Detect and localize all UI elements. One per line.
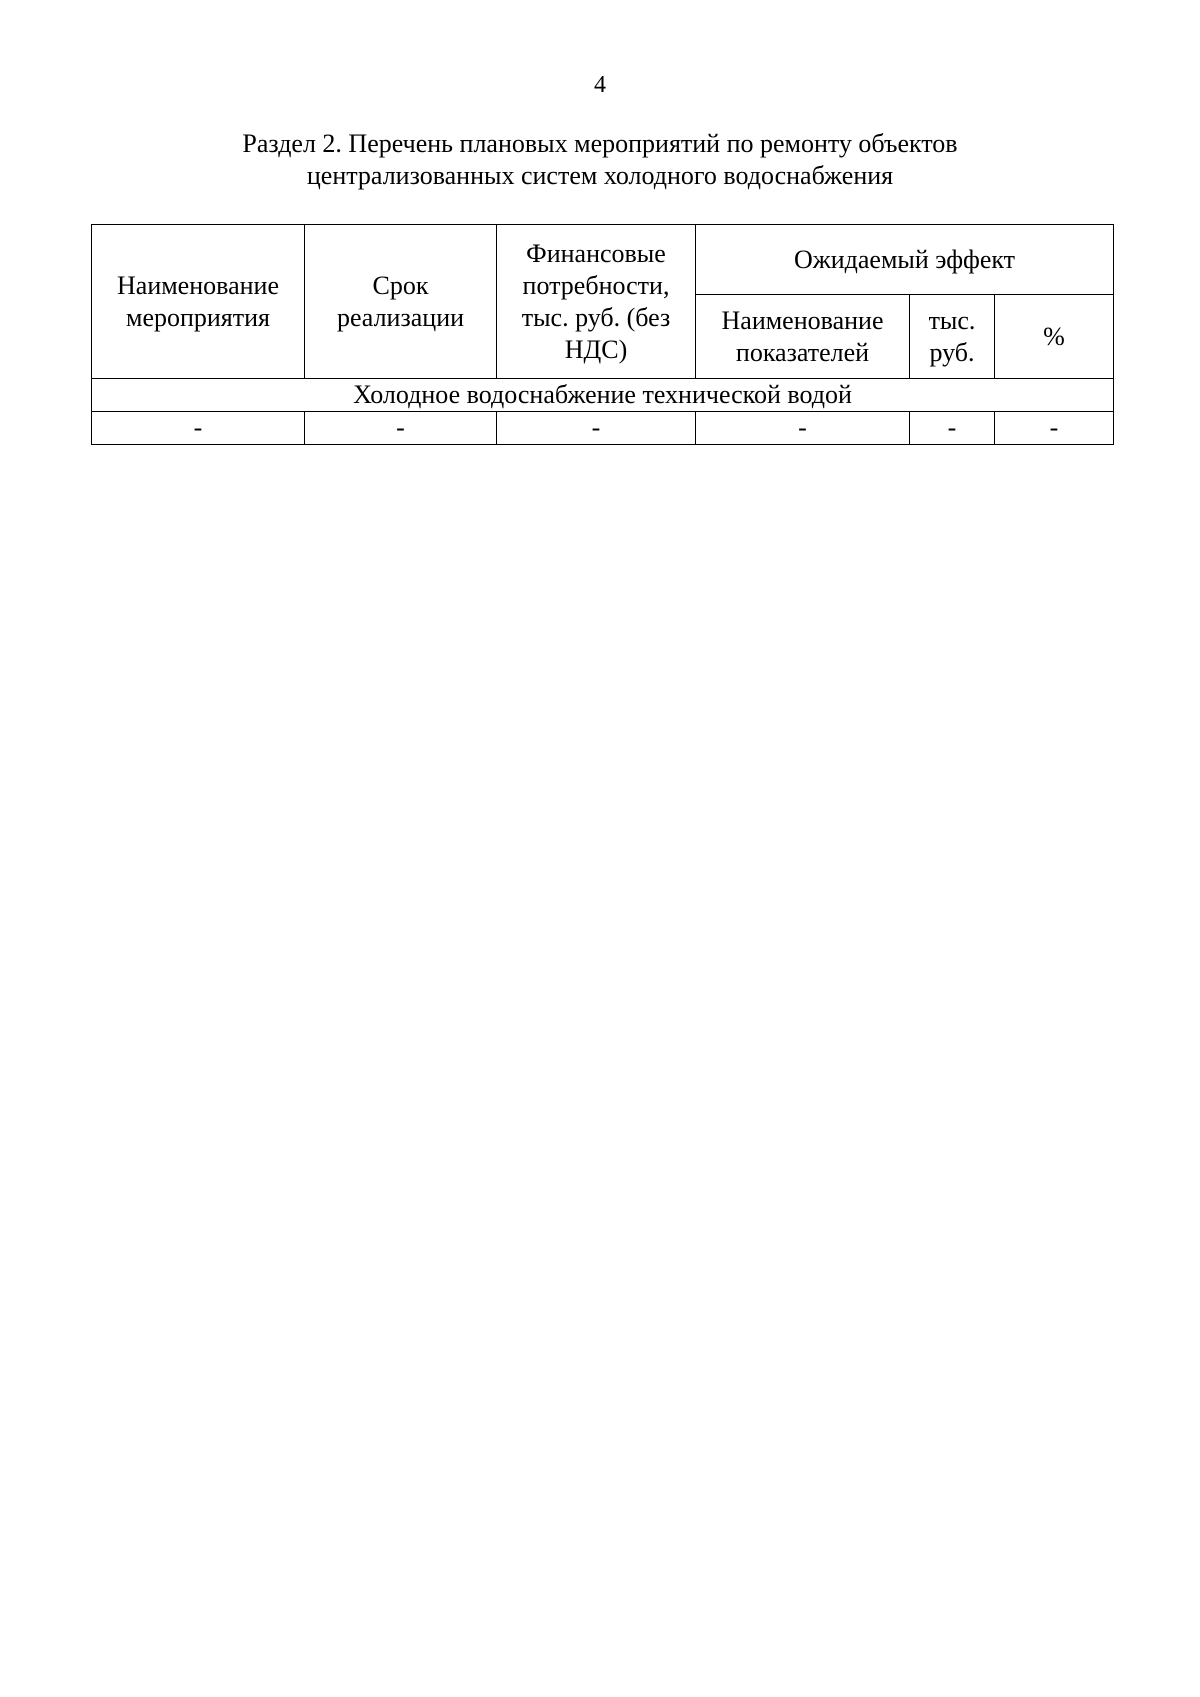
- table-cell: -: [995, 412, 1114, 445]
- table-cell: -: [305, 412, 497, 445]
- table-cell: -: [910, 412, 995, 445]
- header-measure-name: Наименование мероприятия: [92, 225, 305, 379]
- table-row: [92, 412, 1114, 445]
- header-expected-effect: Ожидаемый эффект: [696, 225, 1114, 295]
- header-effect-indicators: Наименование показателей: [696, 295, 910, 379]
- header-effect-pct: %: [995, 295, 1114, 379]
- table-cell: -: [497, 412, 696, 445]
- section-title: [150, 128, 1050, 192]
- header-finance: Финансовые потребности, тыс. руб. (без НДС): [497, 225, 696, 379]
- header-term: Срок реализации: [305, 225, 497, 379]
- group-row-technical-water: Холодное водоснабжение технической водой: [92, 379, 1114, 412]
- section-title-line-2: централизованных систем холодного водоснабжения: [306, 161, 894, 190]
- table-cell: -: [696, 412, 910, 445]
- header-effect-rub: тыс. руб.: [910, 295, 995, 379]
- plan-table: [91, 224, 1114, 445]
- section-title-line-1: Раздел 2. Перечень плановых мероприятий по ремонту объектов: [242, 129, 958, 158]
- page-number: 4: [594, 72, 606, 98]
- table-cell: -: [92, 412, 305, 445]
